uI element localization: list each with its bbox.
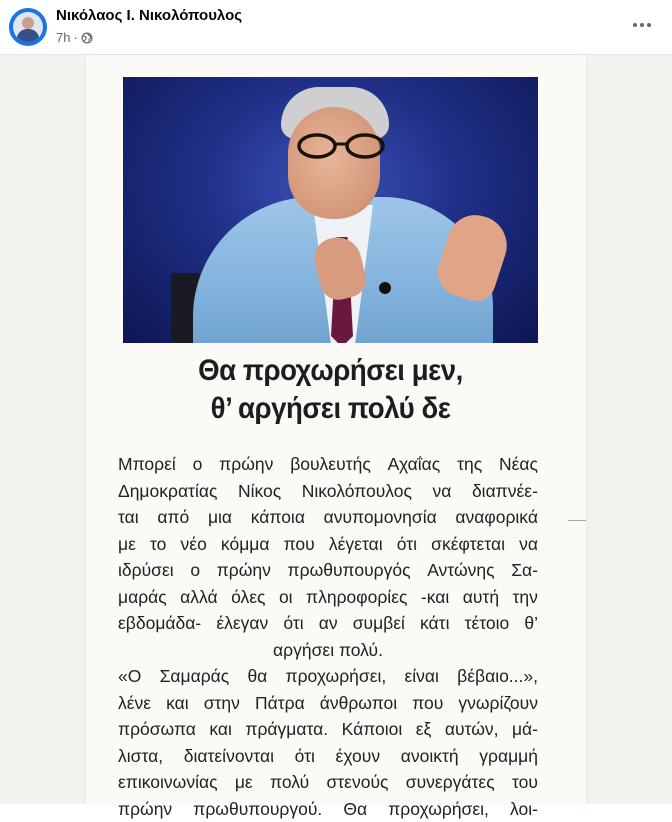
avatar[interactable] [9,8,47,46]
more-dot [647,23,651,27]
article-headline [140,352,522,428]
article-line: πρώην πρωθυπουργού. Θα προχωρήσει, λοι- [118,796,538,822]
article-body [118,451,538,822]
article-line: αργήσει πολύ. [118,637,538,664]
column-rule [568,520,586,521]
avatar-head [22,17,34,29]
more-dot [633,23,637,27]
globe-icon[interactable] [81,32,93,44]
headline-line-2: θ’ αργήσει πολύ δε [140,390,522,428]
article-line: λιστα, διατείνονται ότι έχουν ανοικτή γραμμή [118,743,538,770]
post-meta [56,30,93,45]
headline-line-1: Θα προχωρήσει μεν, [140,352,522,390]
article-line: Δημοκρατίας Νίκος Νικολόπουλος να διαπνέε- [118,478,538,505]
article-line: Μπορεί ο πρώην βουλευτής Αχαΐας της Νέας [118,451,538,478]
more-options-icon[interactable] [628,13,656,37]
microphone-icon [379,282,391,294]
article-line: πρόσωπα και πράγματα. Κάποιοι εξ αυτών, μά- [118,716,538,743]
article-line: επικοινωνίας με πολύ στενούς συνεργάτες του [118,769,538,796]
meta-separator: · [73,30,77,45]
glasses-icon [295,133,387,159]
article-line: «Ο Σαμαράς θα προχωρήσει, είναι βέβαιο...», [118,663,538,690]
article-line: λένε και στην Πάτρα άνθρωποι που γνωρίζουν [118,690,538,717]
article-line: ται από μια κάποια ανυπομονησία αναφορικά [118,504,538,531]
article-line: με το νέο κόμμα που λέγεται ότι σκέφτεται να [118,531,538,558]
more-dot [640,23,644,27]
article-line: εβδομάδα- έλεγαν ότι αν συμβεί κάτι τέτοιο θ’ [118,610,538,637]
face-shape [288,107,380,219]
author-name[interactable]: Νικόλαος Ι. Νικολόπουλος [56,7,242,24]
avatar-image [13,12,43,42]
article-line: μαράς αλλά όλες οι πληροφορίες -και αυτή την [118,584,538,611]
avatar-body [17,29,39,42]
post-header [0,0,672,54]
post-time[interactable]: 7h [56,30,70,45]
article-line: ιδρύσει ο πρώην πρωθυπουργός Αντώνης Σα- [118,557,538,584]
article-photo [123,77,538,343]
